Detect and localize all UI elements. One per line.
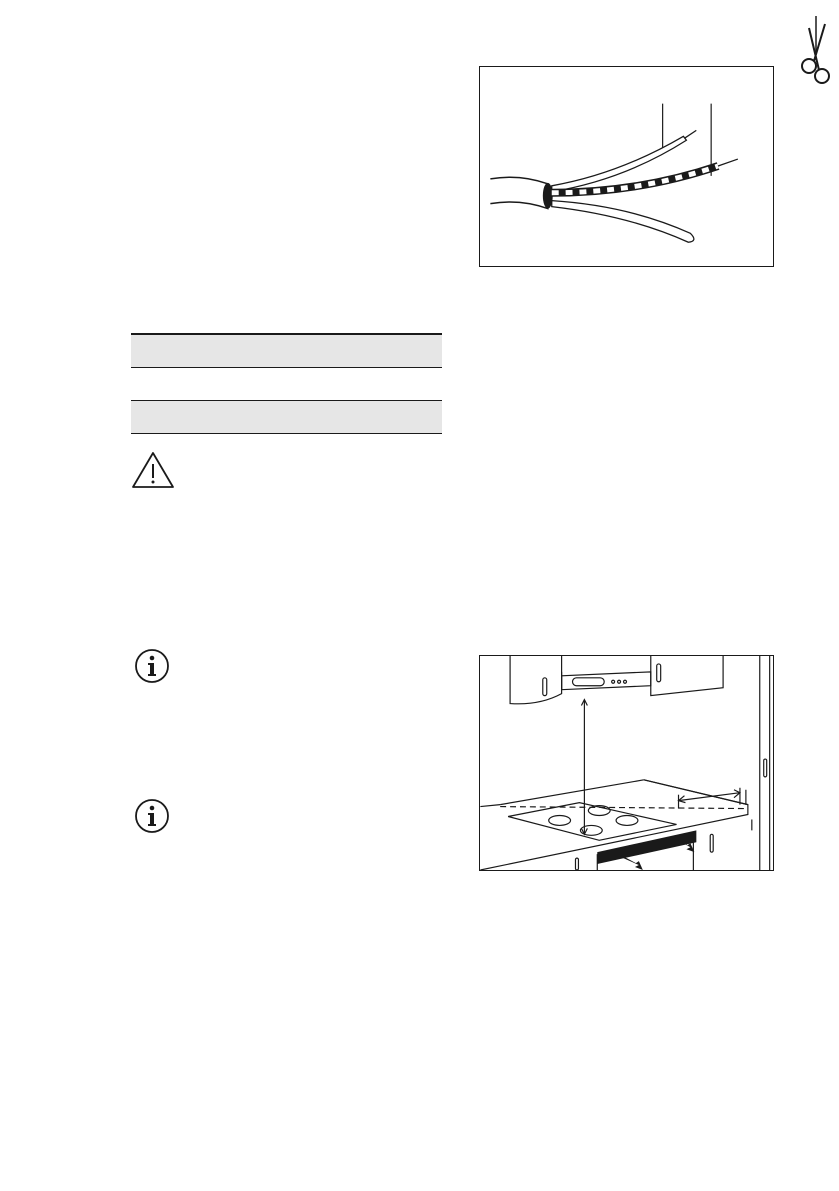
table-row [131,368,442,401]
info-circle-icon [134,648,170,684]
specification-table [131,333,442,434]
warning-triangle-icon [131,451,175,489]
kitchen-hood-installation-illustration [479,655,774,871]
info-circle-icon [134,798,170,834]
table-cell [131,368,442,401]
table-cell [131,401,442,434]
scissors-icon [798,16,832,86]
table-cell [131,334,442,368]
cable-illustration [479,66,774,267]
table-row [131,334,442,368]
table-row [131,401,442,434]
